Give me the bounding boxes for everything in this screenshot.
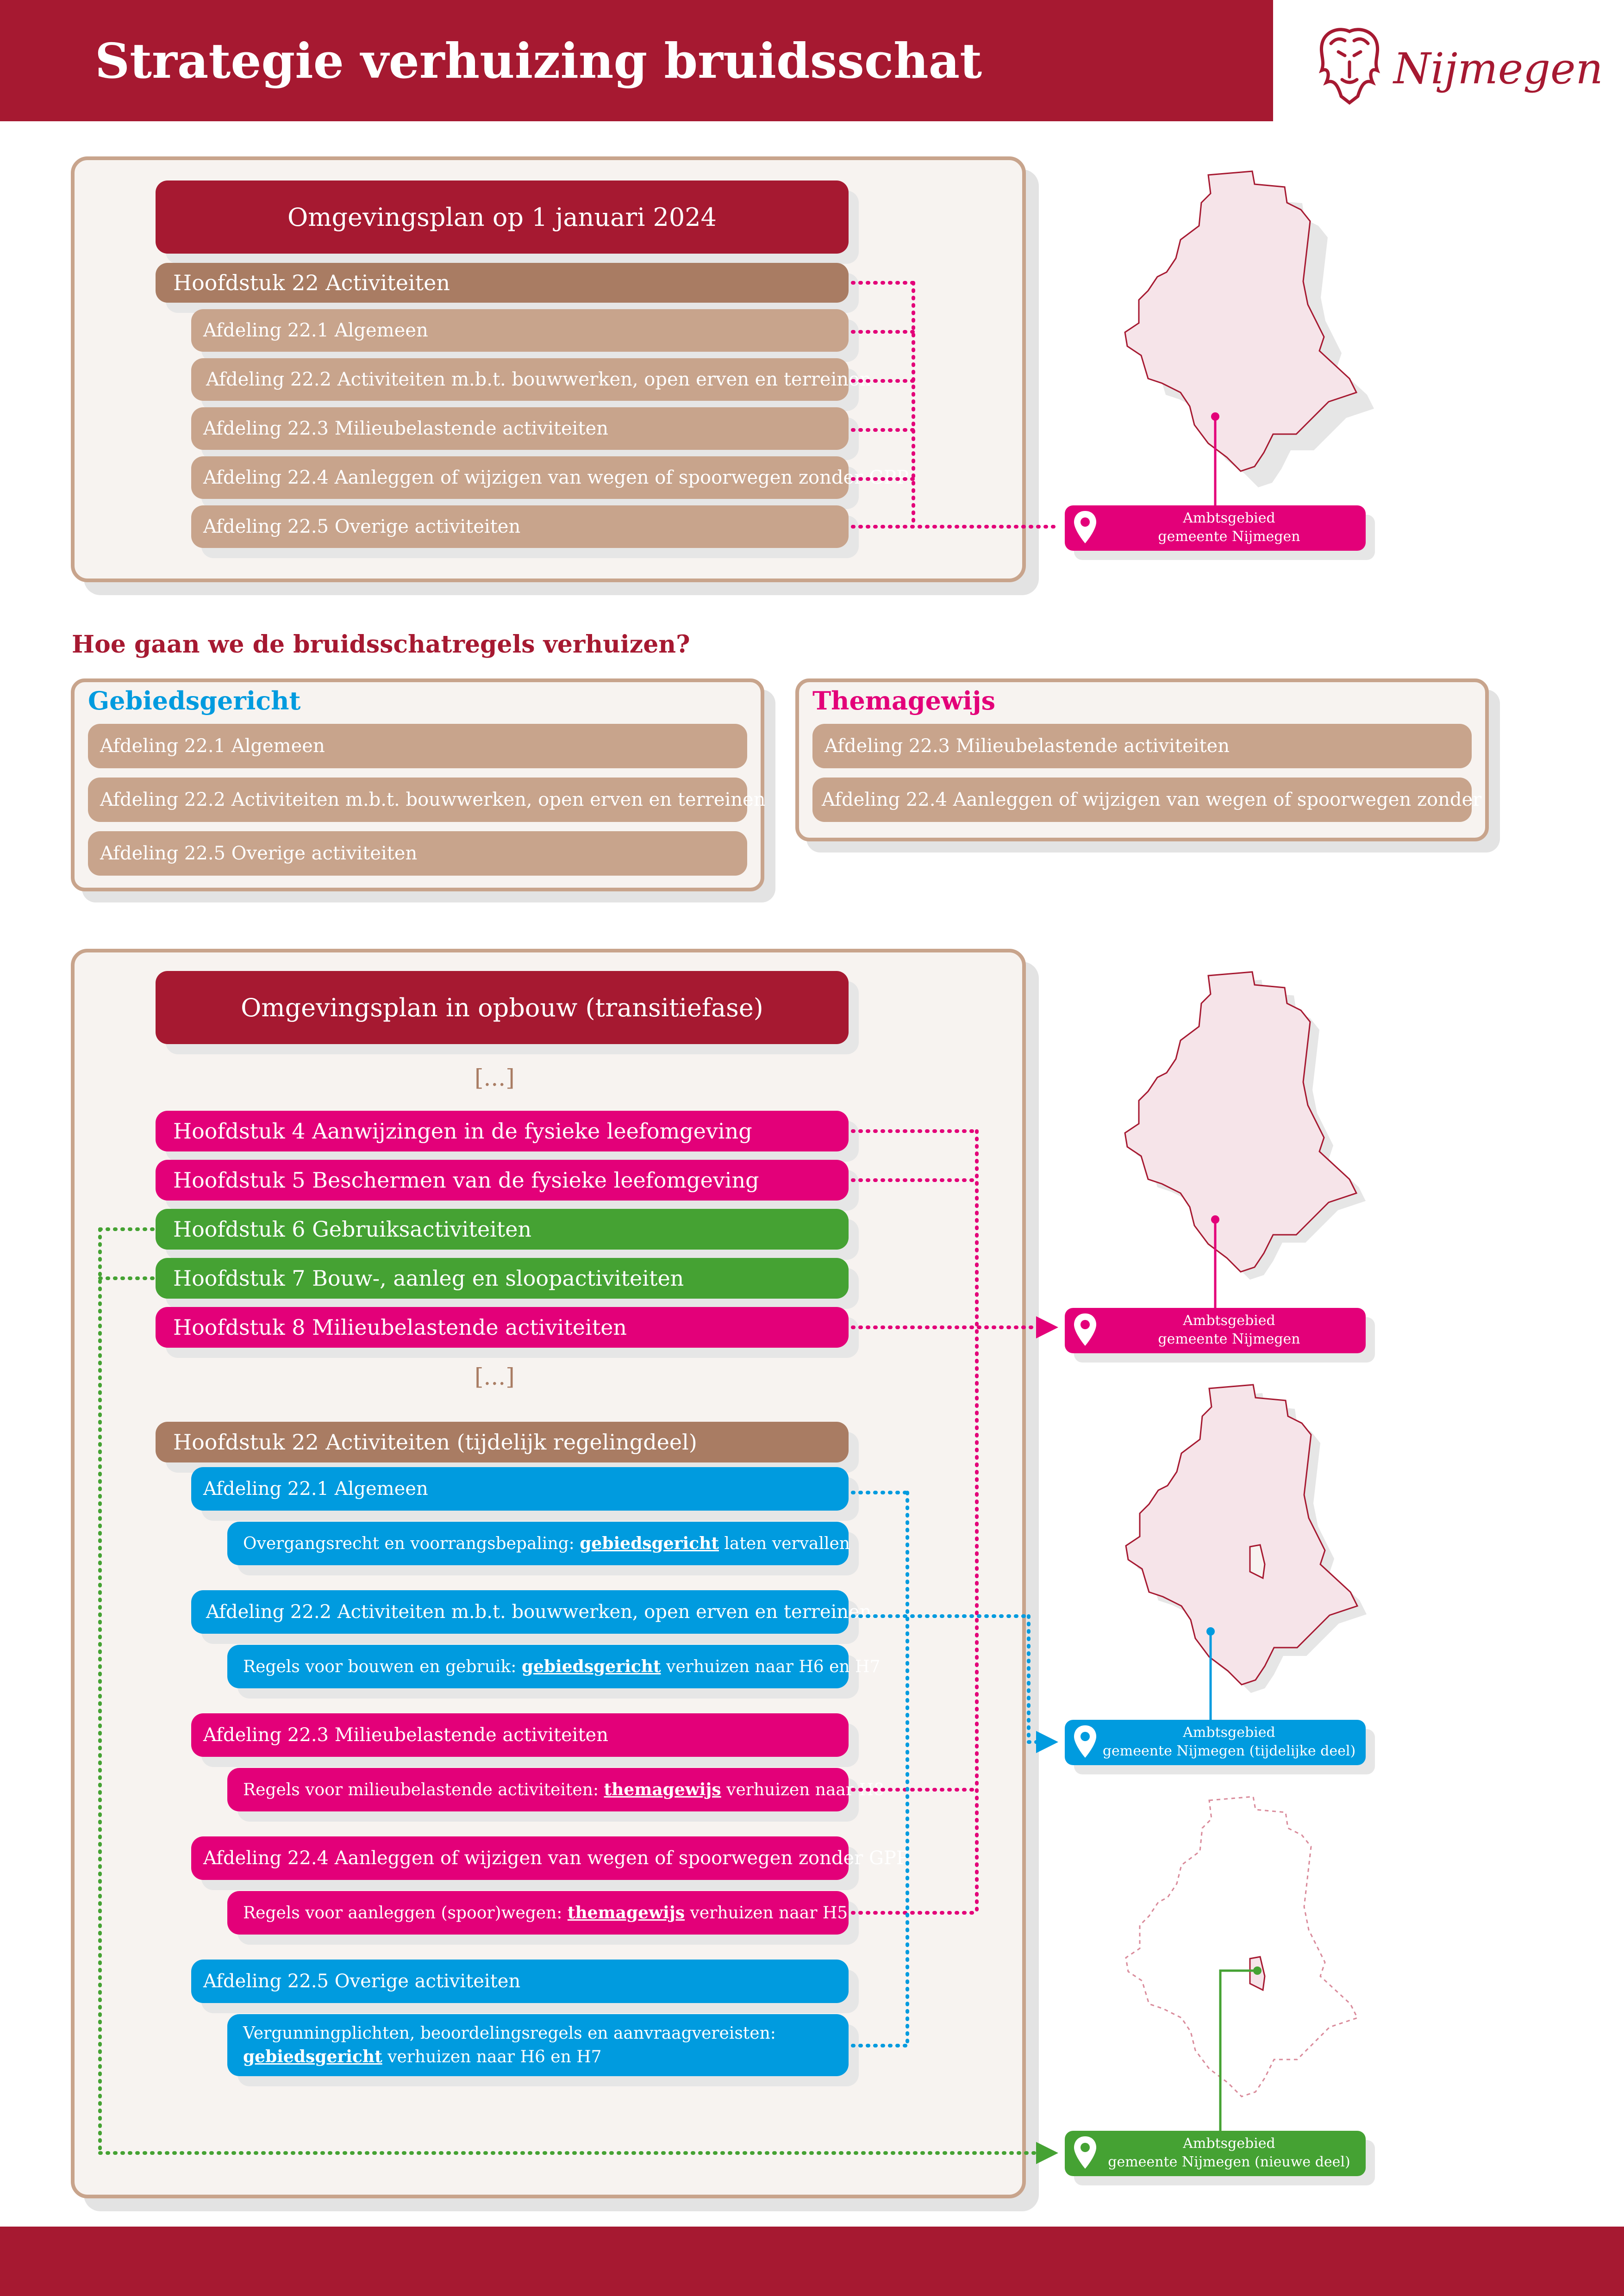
section-22-3-bar: Afdeling 22.3 Milieubelastende activiteiten — [191, 407, 849, 450]
map-label-line2: gemeente Nijmegen — [1158, 1331, 1300, 1347]
section-22-1-bar: Afdeling 22.1 Algemeen — [191, 309, 849, 352]
ellipsis-top: [...] — [475, 1064, 515, 1091]
t-section-22-2-bar: Afdeling 22.2 Activiteiten m.b.t. bouwwerken, open erven en terreinen — [191, 1590, 849, 1634]
map-label-line1: Ambtsgebied — [1183, 1313, 1275, 1329]
t-section-22-5-detail — [227, 2014, 849, 2076]
theme-based-title: Themagewijs — [812, 686, 995, 716]
detail-text: Regels voor milieubelastende activiteiten: — [243, 1780, 604, 1799]
map-label-line1: Ambtsgebied — [1183, 2135, 1275, 2152]
area-based-item: Afdeling 22.2 Activiteiten m.b.t. bouwwerken, open erven en terreinen — [88, 778, 747, 822]
detail-line-2 — [243, 2045, 602, 2069]
municipality-map-3 — [1126, 1385, 1367, 1720]
t-section-22-1-detail — [227, 1522, 849, 1565]
detail-text: verhuizen naar H6 en H7 — [661, 1657, 881, 1676]
t-section-22-4-detail — [227, 1891, 849, 1935]
theme-based-item: Afdeling 22.4 Aanleggen of wijzigen van wegen of spoorwegen zonder — [812, 778, 1472, 822]
t-section-22-4-bar: Afdeling 22.4 Aanleggen of wijzigen van wegen of spoorwegen zonder GPP — [191, 1836, 849, 1880]
footer-bar — [0, 2227, 1624, 2296]
chapter-7-bar: Hoofdstuk 7 Bouw-, aanleg en sloopactiviteiten — [156, 1258, 849, 1299]
t-section-22-5-bar: Afdeling 22.5 Overige activiteiten — [191, 1960, 849, 2003]
chapter-8-bar: Hoofdstuk 8 Milieubelastende activiteiten — [156, 1307, 849, 1348]
area-based-item: Afdeling 22.1 Algemeen — [88, 724, 747, 768]
map-label-line2: gemeente Nijmegen — [1158, 529, 1300, 545]
chapter-4-bar: Hoofdstuk 4 Aanwijzingen in de fysieke leefomgeving — [156, 1111, 849, 1151]
t-section-22-1-bar: Afdeling 22.1 Algemeen — [191, 1467, 849, 1511]
detail-text: Overgangsrecht en voorrangsbepaling: — [243, 1534, 580, 1553]
area-based-item: Afdeling 22.5 Overige activiteiten — [88, 831, 747, 876]
chapter-22-bar: Hoofdstuk 22 Activiteiten — [156, 263, 849, 303]
t-section-22-2-detail — [227, 1645, 881, 1688]
location-pin-icon — [1071, 1724, 1099, 1762]
map-label-1 — [1065, 505, 1366, 551]
chapter-6-bar: Hoofdstuk 6 Gebruiksactiviteiten — [156, 1209, 849, 1250]
municipality-map-2 — [1125, 972, 1366, 1308]
nijmegen-lion-logo-icon — [1312, 22, 1387, 106]
chapter-22-temporary-bar: Hoofdstuk 22 Activiteiten (tijdelijk regelingdeel) — [156, 1422, 849, 1462]
map-label-line1: Ambtsgebied — [1183, 510, 1275, 526]
detail-text: laten vervallen — [718, 1534, 850, 1553]
map-label-line2: gemeente Nijmegen (tijdelijke deel) — [1102, 1743, 1356, 1759]
municipality-map-4 — [1126, 1797, 1357, 2131]
ellipsis-middle: [...] — [475, 1363, 515, 1390]
map-label-line1: Ambtsgebied — [1183, 1724, 1275, 1741]
detail-text: verhuizen naar H8 — [721, 1780, 884, 1799]
brand-name: Nijmegen — [1393, 44, 1603, 93]
detail-highlight: gebiedsgericht — [580, 1534, 719, 1553]
detail-highlight: themagewijs — [604, 1780, 721, 1799]
map-label-3 — [1065, 1720, 1366, 1765]
area-based-title: Gebiedsgericht — [88, 686, 301, 716]
location-pin-icon — [1071, 1312, 1099, 1350]
detail-text: Regels voor bouwen en gebruik: — [243, 1657, 522, 1676]
section-22-4-bar: Afdeling 22.4 Aanleggen of wijzigen van wegen of spoorwegen zonder GPP — [191, 456, 849, 499]
detail-text: Regels voor aanleggen (spoor)wegen: — [243, 1903, 568, 1923]
municipality-map-1 — [1125, 171, 1374, 505]
map-label-2 — [1065, 1308, 1366, 1353]
detail-text: Vergunningplichten, beoordelingsregels en aanvraagvereisten: — [243, 2023, 776, 2043]
transition-plan-title: Omgevingsplan in opbouw (transitiefase) — [156, 971, 849, 1044]
section-22-2-bar: Afdeling 22.2 Activiteiten m.b.t. bouwwerken, open erven en terreinen — [191, 358, 849, 401]
detail-highlight: gebiedsgericht — [243, 2047, 382, 2066]
detail-highlight: themagewijs — [567, 1903, 685, 1923]
detail-highlight: gebiedsgericht — [521, 1657, 661, 1676]
strategy-question: Hoe gaan we de bruidsschatregels verhuizen? — [72, 630, 690, 659]
current-plan-title: Omgevingsplan op 1 januari 2024 — [156, 180, 849, 254]
location-pin-icon — [1071, 509, 1099, 548]
t-section-22-3-detail — [227, 1768, 884, 1811]
t-section-22-3-bar: Afdeling 22.3 Milieubelastende activiteiten — [191, 1713, 849, 1757]
detail-text: verhuizen naar H5 — [685, 1903, 848, 1923]
theme-based-item: Afdeling 22.3 Milieubelastende activiteiten — [812, 724, 1472, 768]
section-22-5-bar: Afdeling 22.5 Overige activiteiten — [191, 505, 849, 548]
detail-text: verhuizen naar H6 en H7 — [382, 2047, 602, 2066]
page-title: Strategie verhuizing bruidsschat — [95, 32, 982, 89]
map-label-line2: gemeente Nijmegen (nieuwe deel) — [1108, 2154, 1350, 2170]
location-pin-icon — [1071, 2134, 1099, 2173]
chapter-5-bar: Hoofdstuk 5 Beschermen van de fysieke leefomgeving — [156, 1160, 849, 1201]
map-label-4 — [1065, 2131, 1366, 2176]
